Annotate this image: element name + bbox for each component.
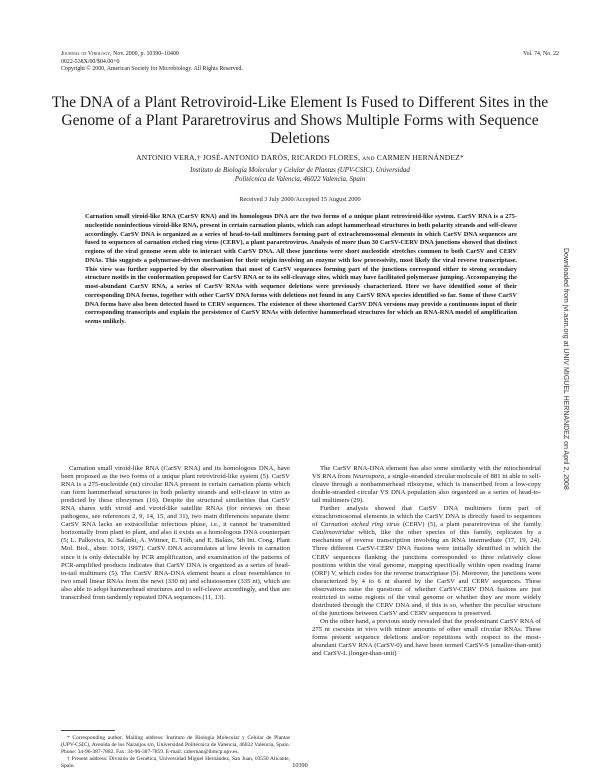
text-run: , a single-stranded circular molecule of 881 nt able to self-cleave through a nonhammerhead ribozyme, which is transcribed from a low-copy double-stranded circular VS DNA population also organized as a series of head-to-tail multimers (29). xyxy=(312,473,541,505)
footnote-rule xyxy=(61,730,115,731)
affiliation-line-2: Politécnica de Valencia, 46022 Valencia, Spain xyxy=(234,176,366,184)
body-paragraph xyxy=(312,465,541,505)
journal-name: Journal of Virology xyxy=(61,51,111,57)
body-column-right xyxy=(312,465,541,658)
text-run: Further analysis showed that CarSV DNA multimers form part of extrachromosomal elements in which the CarSV DNA is directly fused to sequences of xyxy=(312,505,541,529)
journal-header xyxy=(61,51,243,74)
download-watermark xyxy=(560,248,570,533)
authors-main: ANTONIO VERA,† JOSÉ-ANTONIO DARÒS, RICARDO FLORES, xyxy=(136,153,361,162)
issn-line: 0022-538X/00/$04.00+0 xyxy=(61,58,120,65)
text-run: which, like the other species of this family, replicates by a mechanism of reverse transcription involving an RNA intermediate (17, 19, 24). Three different CarSV-CERV DNA fusions were initially identified in which the CERV sequences flanking the junctions corresponded to three relatively close positions within the viral genome, mapping specifically within open reading frame (ORF) V, which codes for the reverse transcriptase (5). Moreover, the junctions were characterized by 4 to 6 nt shared by the CarSV and CERV sequences. These observations raise the questions of whether CarSV-CERV DNA fusions are just restricted to some regions of the viral genome or whether they are more widely distributed through the CERV DNA and, if this is so, whether the peculiar structure of the junctions between CarSV and CERV sequences is preserved. xyxy=(312,529,541,617)
footnote-present-address: † Present address: División de Genética, Universidad Miguel Hernández, San Juan, 03550 Alicante, Spain. xyxy=(61,756,290,769)
species-name: Neurospora xyxy=(352,473,385,481)
body-paragraph: On the other hand, a previous study revealed that the predominant CarSV RNA of 275 nt coexists in vivo with minor amounts of other small circular RNAs. These forms present sequence deletions and/or repetitions with respect to the most-abundant CarSV RNA (CarSV-0) and have been termed CarSV-S (smaller-than-unit) and CarSV-L (longer-than-unit) xyxy=(312,617,541,658)
text-run: (CERV) (5), a plant pararetrovirus of the family xyxy=(399,521,541,529)
body-column-left xyxy=(61,465,290,602)
citation-line xyxy=(61,51,243,59)
body-paragraph xyxy=(312,505,541,618)
received-dates: Received 3 July 2000/Accepted 15 August 2000 xyxy=(239,196,361,203)
authors-last: CARMEN HERNÁNDEZ* xyxy=(376,153,464,162)
family-name: Caulimoviridae xyxy=(312,529,354,537)
footnote-corresponding: * Corresponding author. Mailing address: Instituto de Biología Molecular y Celular de Plantas (UPV-CSIC), Avenida de los Naranjos s/n, Universidad Politécnica de Valencia, 46022 Valencia, Spain. Phone: 34-96-387-7882. Fax: 34-96-387-7859. E-mail: cahernan@ibmcp.upv.es. xyxy=(61,735,290,755)
affiliation xyxy=(36,166,564,184)
author-list xyxy=(36,153,564,164)
download-watermark-text: Downloaded from jvi.asm.org at UNIV MIGUEL HERNANDEZ on April 2, 2008 xyxy=(562,248,569,490)
body-paragraph: Carnation small viroid-like RNA (CarSV RNA) and its homologous DNA, have been proposed as the two forms of a unique plant retroviroid-like system (5). CarSV RNA is a 275-nucleotide (nt) circular RNA present in certain carnation plants which can form hammerhead structures in both polarity strands and self-cleave in vitro as predicted by these ribozymes (16). Despite the structural similarities that CarSV RNA shares with viroid and viroid-like satellite RNAs (for reviews on these pathogens, see references 2, 9, 14, 15, and 31), two main differences separate them: CarSV RNA lacks an extracellular infectious phase, i.e., it cannot be transmitted horizontally from plant to plant, and also it exists as a homologous DNA counterpart (5; L. Palkovics, K. Salánki, A. Wittner, E. Tóth, and E. Balázs, 5th Int. Cong. Plant Mol. Biol., abstr. 1019, 1997). CarSV DNA accumulates at low levels in carnation since it is only detectable by PCR amplification, and examination of the patterns of PCR-amplified products indicates that CarSV DNA is organized as a series of head-to-tail multimers (5). The CarSV RNA-DNA element bears a close resemblance to two small linear RNAs from the newt (330 nt) and schistosomes (335 nt), which are also able to adopt hammerhead structures and to self-cleave accordingly, and that are transcribed from tandemly repeated DNA sequences (11, 13). xyxy=(61,465,290,601)
abstract: Carnation small viroid-like RNA (CarSV RNA) and its homologous DNA are the two forms of a unique plant retroviroid-like system. CarSV RNA is a 275-nucleotide noninfectious viroid-like RNA, present in certain carnation plants, which can adopt hammerhead structures in both polarity strands and self-cleave accordingly. CarSV DNA is organized as a series of head-to-tail multimers forming part of extrachromosomal elements in which CarSV DNA sequences are fused to sequences of carnation etched ring virus (CERV), a plant pararetrovirus. Analysis of more than 30 CarSV-CERV DNA junctions showed that distinct regions of the viral genome seem able to interact with CarSV DNA. All these junctions were short nucleotide stretches common to both CarSV and CERV DNAs. This suggests a polymerase-driven mechanism for their origin involving an enzyme with low processivity, most likely the viral reverse transcriptase. This view was further supported by the observation that most of CarSV sequences forming part of the junctions correspond either to strong secondary structure motifs in the conformation proposed for CarSV RNA or to its self-cleavage sites, which may have facilitated polymerase jumping. Accompanying the most-abundant CarSV RNA, a series of CarSV RNAs with sequence deletions were previously characterized. Here we have identified some of their corresponding DNA forms, together with other CarSV DNA forms with deletions not found in any CarSV RNA species identified so far. Some of these CarSV DNA forms have also been detected fused to CERV sequences. The existence of these shortened CarSV DNA versions may provide a continuous input of their corresponding transcripts and explain the persistence of CarSV RNAs with defective hammerhead structures for which an RNA-RNA model of amplification seems unlikely. xyxy=(85,213,517,325)
article-title: The DNA of a Plant Retroviroid-Like Element Is Fused to Different Sites in the Genome of a Plant Pararetrovirus and Shows Multiple Forms with Sequence Deletions xyxy=(51,94,549,147)
text-run: The CarSV RNA-DNA element has also some similarity with the mitochondrial VS RNA from xyxy=(312,465,541,481)
virus-name: Carnation etched ring virus xyxy=(320,521,400,529)
authors-and: AND xyxy=(362,156,375,162)
issue-date-pages: , Nov. 2000, p. 10390–10400 xyxy=(110,51,179,57)
affiliation-line-1: Instituto de Biología Molecular y Celular de Plantas (UPV-CSIC), Universidad xyxy=(190,167,410,174)
page-number: 10390 xyxy=(292,762,308,769)
copyright-line: Copyright © 2000, American Society for Microbiology. All Rights Reserved. xyxy=(61,66,243,73)
volume-number: Vol. 74, No. 22 xyxy=(523,51,559,57)
